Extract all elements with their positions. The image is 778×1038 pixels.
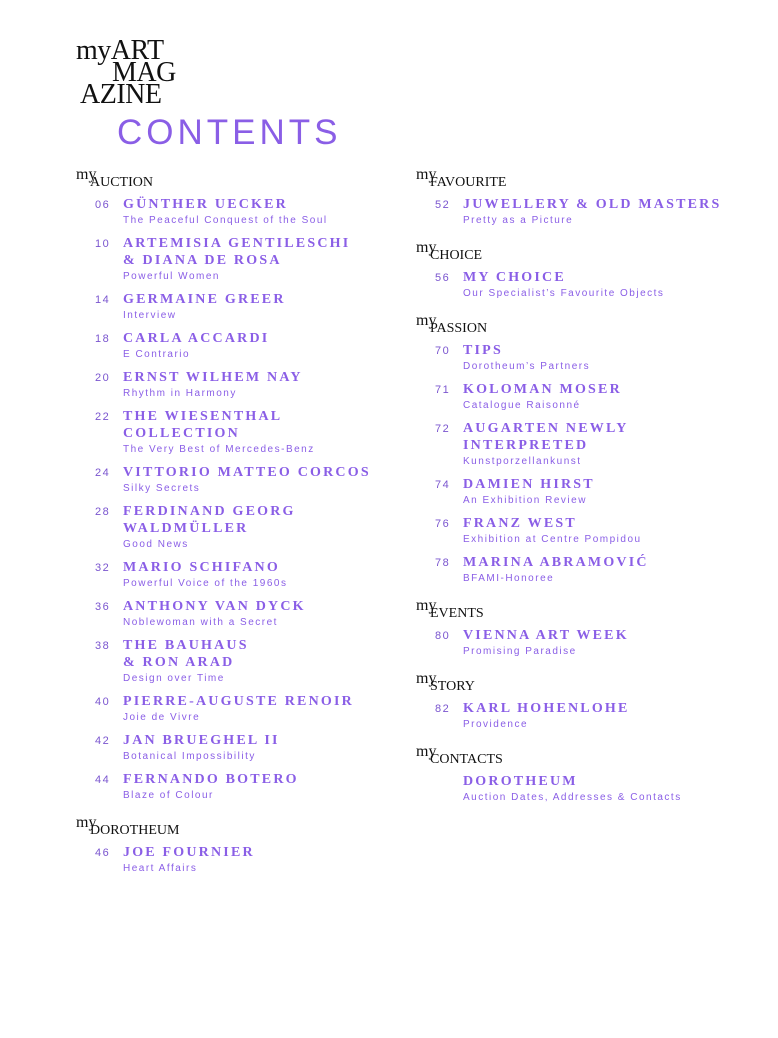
section-heading-name: EVENTS xyxy=(430,606,484,621)
toc-entry[interactable] xyxy=(416,773,756,804)
entry-subtitle: Heart Affairs xyxy=(123,863,198,874)
toc-entry[interactable] xyxy=(76,771,396,802)
entry-subtitle: Kunstporzellankunst xyxy=(463,456,582,467)
entry-subtitle: Pretty as a Picture xyxy=(463,215,574,226)
left-column xyxy=(76,166,396,887)
section-heading-name: STORY xyxy=(430,679,475,694)
entry-subtitle: Botanical Impossibility xyxy=(123,751,256,762)
section-heading xyxy=(76,166,396,190)
section-auction xyxy=(76,166,396,802)
entry-title: ANTHONY VAN DYCK xyxy=(123,599,306,614)
entry-subtitle: Noblewoman with a Secret xyxy=(123,617,278,628)
entry-title: THE BAUHAUS & RON ARAD xyxy=(123,638,249,670)
entry-subtitle: Silky Secrets xyxy=(123,483,201,494)
page-number: 36 xyxy=(95,601,111,613)
entry-title: KARL HOHENLOHE xyxy=(463,701,630,716)
section-heading xyxy=(416,239,756,263)
toc-entry[interactable] xyxy=(76,464,396,495)
entry-subtitle: Dorotheum’s Partners xyxy=(463,361,591,372)
toc-entry[interactable] xyxy=(76,732,396,763)
entry-title: GERMAINE GREER xyxy=(123,292,286,307)
entry-subtitle: The Peaceful Conquest of the Soul xyxy=(123,215,328,226)
entry-subtitle: BFAMI-Honoree xyxy=(463,573,555,584)
logo-line-1: myART xyxy=(76,35,164,66)
page-title: CONTENTS xyxy=(117,113,342,152)
section-heading xyxy=(416,670,756,694)
section-heading-name: DOROTHEUM xyxy=(90,823,180,838)
toc-entry[interactable] xyxy=(416,515,756,546)
section-heading-prefix: my xyxy=(416,166,437,183)
section-story xyxy=(416,670,756,731)
page-number: 74 xyxy=(435,479,451,491)
entry-subtitle: Catalogue Raisonné xyxy=(463,400,581,411)
entry-subtitle: Our Specialist’s Favourite Objects xyxy=(463,288,665,299)
toc-entry[interactable] xyxy=(416,420,756,468)
toc-entry[interactable] xyxy=(76,693,396,724)
entry-subtitle: E Contrario xyxy=(123,349,191,360)
entry-subtitle: Auction Dates, Addresses & Contacts xyxy=(463,792,682,803)
toc-entry[interactable] xyxy=(76,503,396,551)
page-number: 44 xyxy=(95,774,111,786)
entry-title: FERNANDO BOTERO xyxy=(123,772,299,787)
entry-title: DAMIEN HIRST xyxy=(463,477,595,492)
page-number: 40 xyxy=(95,696,111,708)
entry-title: TIPS xyxy=(463,343,503,358)
right-column xyxy=(416,166,756,816)
toc-entry[interactable] xyxy=(76,369,396,400)
section-contacts xyxy=(416,743,756,804)
page-number: 71 xyxy=(435,384,451,396)
entry-title: DOROTHEUM xyxy=(463,774,578,789)
section-heading-prefix: my xyxy=(416,312,437,329)
section-heading-name: AUCTION xyxy=(90,175,153,190)
section-heading-prefix: my xyxy=(416,597,437,614)
toc-entry[interactable] xyxy=(76,196,396,227)
entry-title: ARTEMISIA GENTILESCHI & DIANA DE ROSA xyxy=(123,236,351,268)
entry-title: PIERRE-AUGUSTE RENOIR xyxy=(123,694,354,709)
section-heading xyxy=(416,166,756,190)
entry-subtitle: Exhibition at Centre Pompidou xyxy=(463,534,642,545)
page-number: 42 xyxy=(95,735,111,747)
page-number: 80 xyxy=(435,630,451,642)
page-number: 72 xyxy=(435,423,451,435)
page-number: 38 xyxy=(95,640,111,652)
section-heading-name: CONTACTS xyxy=(430,752,503,767)
section-heading-prefix: my xyxy=(76,166,97,183)
page-number: 56 xyxy=(435,272,451,284)
logo-line-2: MAG xyxy=(112,57,176,88)
entry-subtitle: Rhythm in Harmony xyxy=(123,388,237,399)
toc-entry[interactable] xyxy=(416,342,756,373)
toc-entry[interactable] xyxy=(76,844,396,875)
section-heading-prefix: my xyxy=(76,814,97,831)
toc-entry[interactable] xyxy=(416,476,756,507)
page-number: 46 xyxy=(95,847,111,859)
toc-entry[interactable] xyxy=(76,408,396,456)
page-number: 18 xyxy=(95,333,111,345)
entry-title: MARIO SCHIFANO xyxy=(123,560,280,575)
page-number: 82 xyxy=(435,703,451,715)
toc-entry[interactable] xyxy=(76,598,396,629)
entry-title: VITTORIO MATTEO CORCOS xyxy=(123,465,371,480)
section-heading-prefix: my xyxy=(416,743,437,760)
entry-title: VIENNA ART WEEK xyxy=(463,628,629,643)
section-events xyxy=(416,597,756,658)
entry-subtitle: The Very Best of Mercedes-Benz xyxy=(123,444,315,455)
section-choice xyxy=(416,239,756,300)
section-heading xyxy=(416,312,756,336)
toc-entry[interactable] xyxy=(76,235,396,283)
entry-title: CARLA ACCARDI xyxy=(123,331,270,346)
entry-subtitle: An Exhibition Review xyxy=(463,495,587,506)
page-number: 14 xyxy=(95,294,111,306)
section-favourite xyxy=(416,166,756,227)
entry-title: AUGARTEN NEWLY INTERPRETED xyxy=(463,421,629,453)
entry-title: ERNST WILHEM NAY xyxy=(123,370,303,385)
page-number: 20 xyxy=(95,372,111,384)
page-number: 32 xyxy=(95,562,111,574)
page-number: 24 xyxy=(95,467,111,479)
page-number: 06 xyxy=(95,199,111,211)
section-heading-prefix: my xyxy=(416,670,437,687)
entry-subtitle: Providence xyxy=(463,719,529,730)
entry-title: FRANZ WEST xyxy=(463,516,577,531)
section-heading xyxy=(416,743,756,767)
section-heading-prefix: my xyxy=(416,239,437,256)
section-heading xyxy=(416,597,756,621)
entry-title: FERDINAND GEORG WALDMÜLLER xyxy=(123,504,296,536)
page-number: 70 xyxy=(435,345,451,357)
entry-title: JOE FOURNIER xyxy=(123,845,255,860)
entry-title: THE WIESENTHAL COLLECTION xyxy=(123,409,283,441)
toc-entry[interactable] xyxy=(416,269,756,300)
entry-subtitle: Powerful Voice of the 1960s xyxy=(123,578,288,589)
entry-title: KOLOMAN MOSER xyxy=(463,382,622,397)
entry-subtitle: Good News xyxy=(123,539,189,550)
entry-title: JAN BRUEGHEL II xyxy=(123,733,280,748)
entry-subtitle: Powerful Women xyxy=(123,271,220,282)
section-heading-name: CHOICE xyxy=(430,248,483,263)
toc-entry[interactable] xyxy=(416,627,756,658)
toc-entry[interactable] xyxy=(416,196,756,227)
toc-entry[interactable] xyxy=(416,554,756,585)
entry-subtitle: Design over Time xyxy=(123,673,225,684)
entry-title: MY CHOICE xyxy=(463,270,566,285)
logo-line-3: AZINE xyxy=(80,79,162,110)
toc-entry[interactable] xyxy=(76,559,396,590)
entry-title: JUWELLERY & OLD MASTERS xyxy=(463,197,722,212)
toc-entry[interactable] xyxy=(416,700,756,731)
section-heading-name: PASSION xyxy=(430,321,488,336)
entry-title: MARINA ABRAMOVIĆ xyxy=(463,555,649,570)
toc-entry[interactable] xyxy=(76,330,396,361)
section-passion xyxy=(416,312,756,585)
entry-subtitle: Promising Paradise xyxy=(463,646,577,657)
page-number: 22 xyxy=(95,411,111,423)
toc-entry[interactable] xyxy=(76,291,396,322)
page-number: 10 xyxy=(95,238,111,250)
magazine-logo xyxy=(76,35,176,110)
page-number: 76 xyxy=(435,518,451,530)
toc-entry[interactable] xyxy=(416,381,756,412)
toc-entry[interactable] xyxy=(76,637,396,685)
section-heading-name: FAVOURITE xyxy=(430,175,507,190)
entry-subtitle: Joie de Vivre xyxy=(123,712,201,723)
page-number: 28 xyxy=(95,506,111,518)
entry-subtitle: Blaze of Colour xyxy=(123,790,214,801)
entry-subtitle: Interview xyxy=(123,310,177,321)
page-number: 52 xyxy=(435,199,451,211)
section-dorotheum xyxy=(76,814,396,875)
entry-title: GÜNTHER UECKER xyxy=(123,197,288,212)
page-number: 78 xyxy=(435,557,451,569)
section-heading xyxy=(76,814,396,838)
